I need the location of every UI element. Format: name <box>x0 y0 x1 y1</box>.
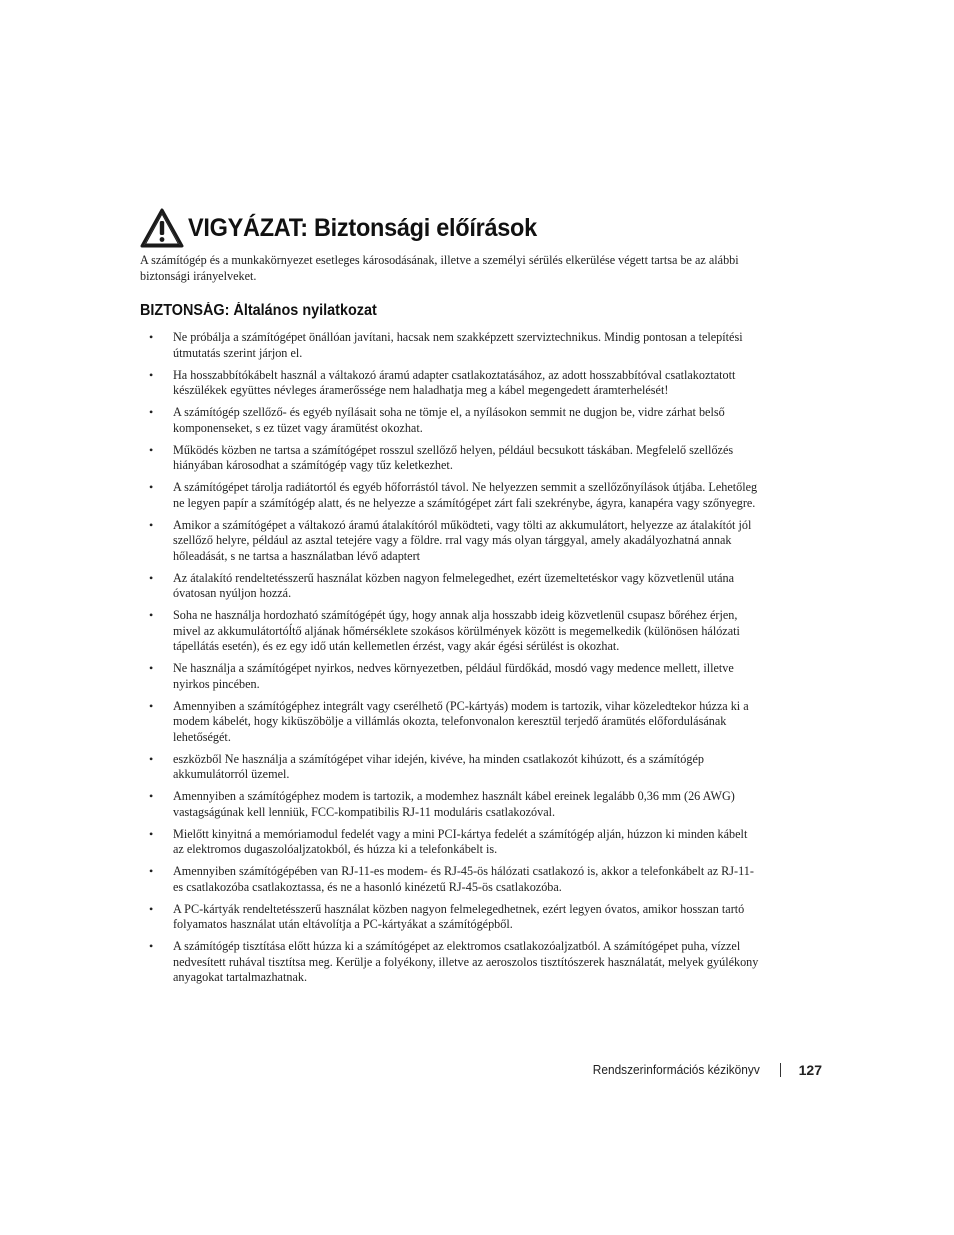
title-row <box>140 207 559 249</box>
bullet-marker: • <box>149 864 154 878</box>
list-item-text: Mielőtt kinyitná a memóriamodul fedelét vagy a mini PCI-kártya fedelét a számítógép alján, húzzon ki minden kábelt az elektromos dugaszolóaljzatokból, és húzza ki a telefonkábelt is. <box>173 826 748 856</box>
bullet-marker: • <box>149 789 154 803</box>
page-footer <box>560 1062 822 1078</box>
list-item <box>140 480 760 511</box>
bullet-marker: • <box>149 480 154 494</box>
list-item <box>140 443 760 474</box>
list-item-text: Ne próbálja a számítógépet önállóan javítani, hacsak nem szakképzett szerviztechnikus. Mindig pontosan a telepítési útmutatás szerint járjon el. <box>173 330 743 360</box>
list-item-text: A számítógépet tárolja radiátortól és egyéb hőforrástól távol. Ne helyezzen semmit a szellőzőnyílások útjába. Lehetőleg ne legyen papír a számítógép alatt, és ne helyezze a számítógépet zárt fali szekrénybe, ágyra, kanapéra vagy szőnyegre. <box>173 480 758 510</box>
list-item-text: Az átalakító rendeltetésszerű használat közben nagyon felmelegedhet, ezért üzemeltetéskor vagy közvetlenül utána óvatosan nyúljon hozzá. <box>173 570 735 600</box>
list-item-text: A számítógép szellőző- és egyéb nyílásait soha ne tömje el, a nyílásokon semmit ne dugjon be, vidre zárhat belső komponenseket, s ez tüzet vagy áramütést okozhat. <box>173 405 725 435</box>
list-item <box>140 864 760 895</box>
list-item <box>140 827 760 858</box>
bullet-marker: • <box>149 698 154 713</box>
list-item-text: Amennyiben a számítógéphez integrált vagy cserélhető (PC-kártyás) modem is tartozik, vihar közeledtekor húzza ki a modem kábelét, hogy kiküszöbölje a villámlás okozta, telefonvonalon keresztül terjedő áramütés előfordulásának lehetőségét. <box>173 698 749 744</box>
list-item-text: A PC-kártyák rendeltetésszerű használat közben nagyon felmelegedhetnek, ezért legyen óvatos, amikor hosszan tartó folyamatos használat után eltávolítja a PC-kártyákat a számítógépből. <box>173 901 745 931</box>
list-item-text: Soha ne használja hordozható számítógépét úgy, hogy annak alja hosszabb ideig közvetlenül csupasz bőréhez érjen, mivel az akkumulátortóĺtő aljának hőmérséklete szokásos körülmények között is megemelkedik (különösen hálózati tápellátás esetén), és ez egy idő után kellemetlen érzést, vagy akár égési sérülést is okozhat. <box>173 608 740 653</box>
section-heading: BIZTONSÁG: Általános nyilatkozat <box>140 302 377 319</box>
list-item <box>140 939 760 986</box>
list-item-text: A számítógép tisztítása előtt húzza ki a számítógépet az elektromos csatlakozóaljzatból. A számítógépet puha, vízzel nedvesített ruhával tisztítsa meg. Kerülje a folyékony, illetve az aeroszolos tisztítószerek használatát, melyek gyúlékony anyagokat tartalmazhatnak. <box>173 939 759 984</box>
list-item-text: eszközből Ne használja a számítógépet vihar idején, kivéve, ha minden csatlakozót kihúzott, és a számítógép akkumulátorról üzemel. <box>173 751 704 781</box>
list-item-text: Ha hosszabbítókábelt használ a váltakozó áramú adapter csatlakoztatásához, az adott hosszabbítóval csatlakoztatott készülékek együttes névleges áramerőssége nem haladhatja meg a kábel megengedett áramterhelését! <box>173 367 736 397</box>
list-item <box>140 518 760 565</box>
list-item <box>140 752 760 783</box>
warning-triangle-icon <box>140 208 184 248</box>
list-item-text: Amennyiben számítógépében van RJ-11-es modem- és RJ-45-ös hálózati csatlakozó is, akkor a telefonkábelt az RJ-11-es csatlakozóba csatlakoztassa, és ne a hasonló kinézetű RJ-45-ös csatlakozóba. <box>173 864 754 894</box>
bullet-marker: • <box>149 661 154 675</box>
list-item-text: Ne használja a számítógépet nyirkos, nedves környezetben, például fürdőkád, mosdó vagy medence mellett, illetve nyirkos pincében. <box>173 661 734 691</box>
bullet-marker: • <box>149 570 154 585</box>
bullet-marker: • <box>149 826 154 841</box>
list-item <box>140 368 760 399</box>
list-item <box>140 571 760 602</box>
bullet-marker: • <box>149 751 154 766</box>
bullet-marker: • <box>149 405 154 419</box>
list-item <box>140 330 760 361</box>
footer-divider <box>780 1063 781 1077</box>
intro-paragraph: A számítógép és a munkakörnyezet esetleges károsodásának, illetve a személyi sérülés elkerülése végett tartsa be az alábbi biztonsági irányelveket. <box>140 253 739 283</box>
list-item <box>140 661 760 692</box>
page-number: 127 <box>798 1062 822 1078</box>
list-item-text: Működés közben ne tartsa a számítógépet rosszul szellőző helyen, például becsukott táskában. Megfelelő szellőzés hiányában károsodhat a számítógép vagy tűz keletkezhet. <box>173 442 734 472</box>
list-item-text: Amikor a számítógépet a váltakozó áramú átalakítóról működteti, vagy tölti az akkumulátort, helyezze az átalakítót jól szellőző helyre, például az asztal tetejére vagy a földre. rral vagy más olyan tárggyal, amely akadályozhatná annak hőleadását, s ne tartsa a használatban lévő adaptert <box>173 517 752 563</box>
bullet-marker: • <box>149 517 154 532</box>
list-item <box>140 699 760 746</box>
bullet-marker: • <box>149 330 154 344</box>
list-item <box>140 789 760 820</box>
bullet-marker: • <box>149 939 154 953</box>
list-item <box>140 405 760 436</box>
list-item <box>140 902 760 933</box>
bullet-marker: • <box>149 367 154 382</box>
bullet-marker: • <box>149 608 154 622</box>
page-title: VIGYÁZAT: Biztonsági előírások <box>188 213 537 242</box>
list-item <box>140 608 760 655</box>
footer-title: Rendszerinformációs kézikönyv <box>592 1063 760 1077</box>
bullet-list <box>140 330 760 992</box>
list-item-text: Amennyiben a számítógéphez modem is tartozik, a modemhez használt kábel ereinek legalább 0,36 mm (26 AWG) vastagságúnak kell lenniük, FCC-kompatibilis RJ-11 moduláris csatlakozóval. <box>173 789 735 819</box>
bullet-marker: • <box>149 442 154 457</box>
bullet-marker: • <box>149 901 154 916</box>
